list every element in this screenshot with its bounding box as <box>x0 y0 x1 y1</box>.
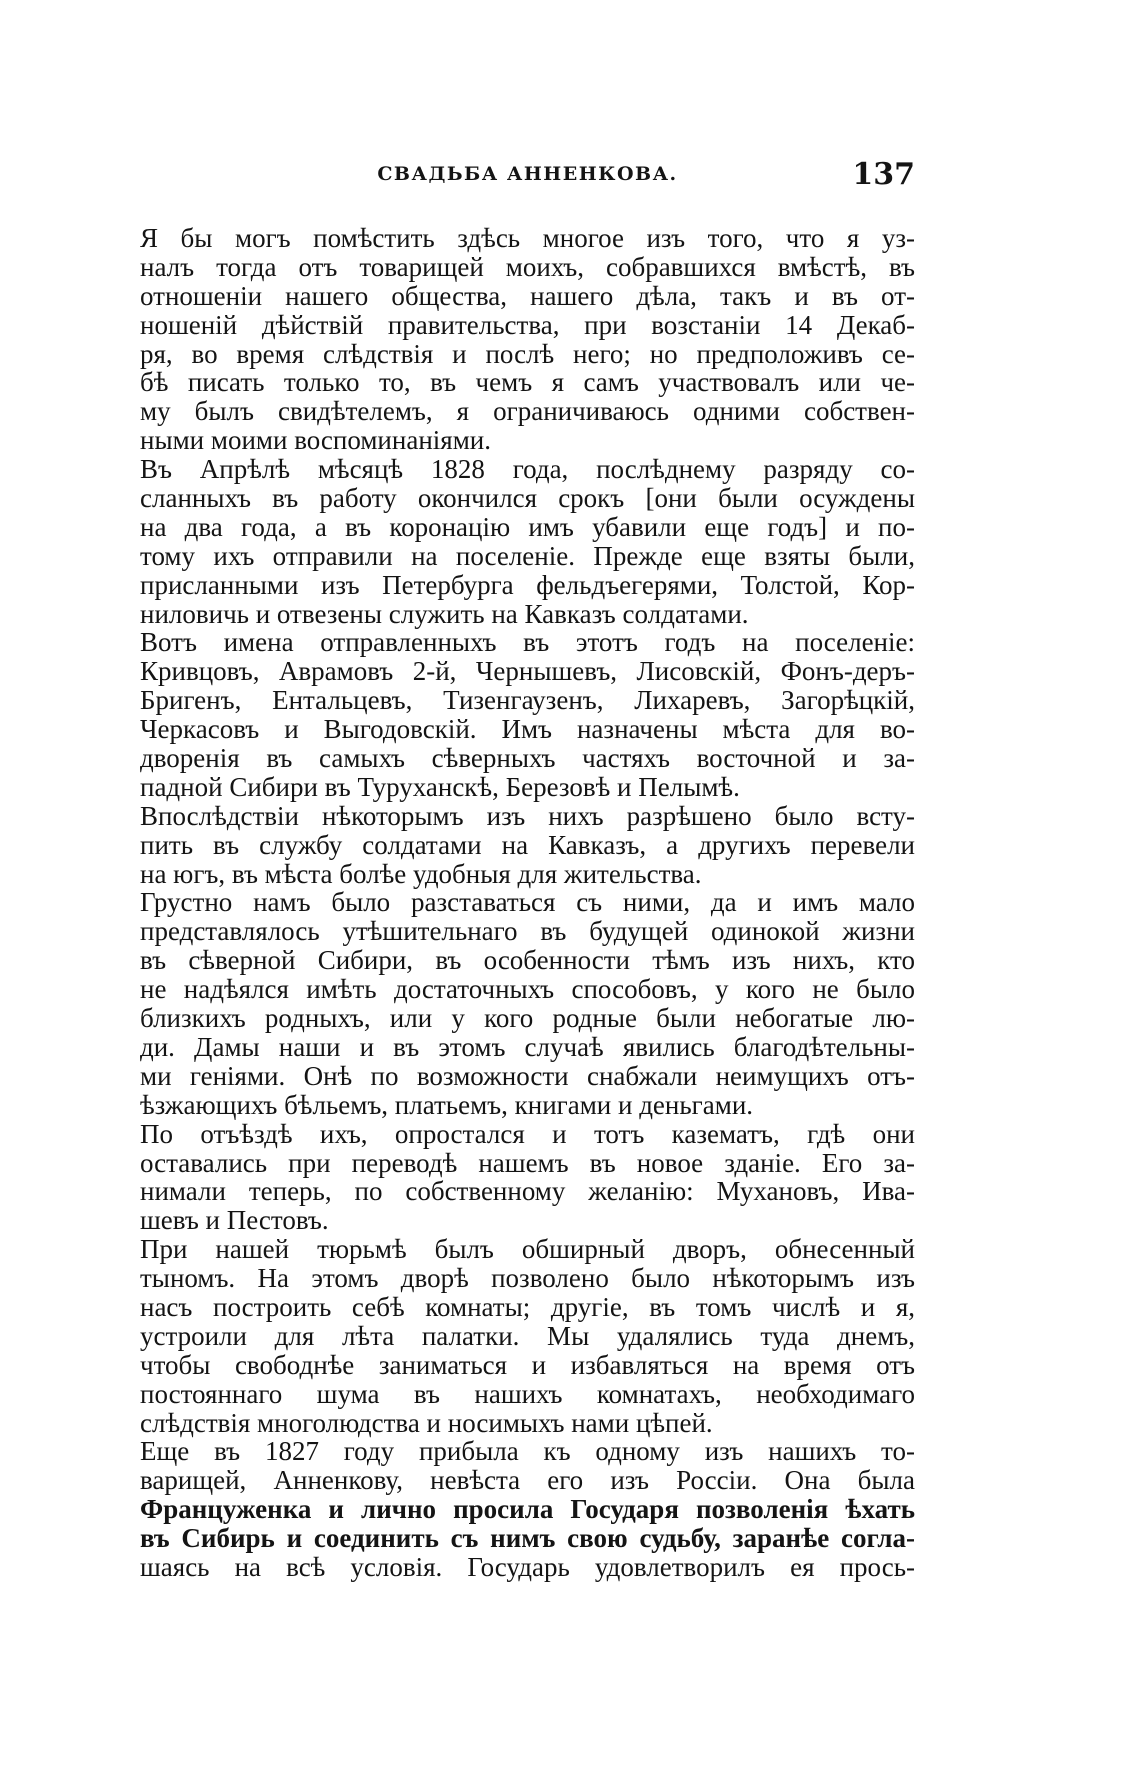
text-line: Грустно намъ было разставаться съ ними, да и имъ мало <box>140 887 915 918</box>
text-line: пить въ службу солдатами на Кавказъ, а другихъ перевели <box>140 829 915 860</box>
text-line: налъ тогда отъ товарищей моихъ, собравшихся вмѣстѣ, въ <box>140 251 915 282</box>
text-line: на югъ, въ мѣста болѣе удобныя для жительства. <box>140 858 702 889</box>
text-line: ѣзжающихъ бѣльемъ, платьемъ, книгами и деньгами. <box>140 1089 754 1120</box>
text-line: не надѣялся имѣть достаточныхъ способовъ, у кого не было <box>140 974 915 1005</box>
text-line: Вотъ имена отправленныхъ въ этотъ годъ на поселеніе: <box>140 627 915 658</box>
text-line: ниловичь и отвезены служить на Кавказъ солдатами. <box>140 598 749 629</box>
text-line: сланныхъ въ работу окончился срокъ [они были осуждены <box>140 483 915 514</box>
text-line: Я бы могъ помѣстить здѣсь многое изъ того, что я уз- <box>140 223 915 253</box>
text-line: Въ Апрѣлѣ мѣсяцѣ 1828 года, послѣднему разряду со- <box>140 454 915 485</box>
text-line: му былъ свидѣтелемъ, я ограничиваюсь одними собствен- <box>140 396 915 427</box>
running-title: СВАДЬБА АННЕНКОВА. <box>377 163 678 185</box>
text-line: По отъѣздѣ ихъ, опростался и тотъ казематъ, гдѣ они <box>140 1118 915 1149</box>
text-line: Бригенъ, Ентальцевъ, Тизенгаузенъ, Лихаревъ, Загорѣцкій, <box>140 685 915 716</box>
text-line: на два года, а въ коронацію имъ убавили еще годъ] и по- <box>140 511 915 542</box>
text-line: устроили для лѣта палатки. Мы удалялись туда днемъ, <box>140 1320 915 1351</box>
text-line: ми геніями. Онѣ по возможности снабжали неимущихъ отъ- <box>140 1060 915 1091</box>
running-head <box>140 157 915 203</box>
text-line: ди. Дамы наши и въ этомъ случаѣ явились благодѣтельны- <box>140 1031 915 1062</box>
text-line: шевъ и Пестовъ. <box>140 1205 329 1236</box>
body-text <box>140 224 915 1582</box>
text-line: ря, во время слѣдствія и послѣ него; но предположивъ се- <box>140 338 915 369</box>
page-number: 137 <box>852 157 915 192</box>
text-line: присланными изъ Петербурга фельдъегерями, Толстой, Кор- <box>140 569 915 600</box>
text-line: ными моими воспоминаніями. <box>140 425 491 456</box>
text-line: При нашей тюрьмѣ былъ обширный дворъ, обнесенный <box>140 1234 915 1265</box>
text-line: отношеніи нашего общества, нашего дѣла, такъ и въ от- <box>140 280 915 311</box>
text-line: Черкасовъ и Выгодовскій. Имъ назначены мѣста для во- <box>140 714 915 745</box>
text-line: варищей, Анненкову, невѣста его изъ Россіи. Она была <box>140 1465 915 1496</box>
text-line: бѣ писать только то, въ чемъ я самъ участвовалъ или че- <box>140 367 915 398</box>
text-line: въ Сибирь и соединить съ нимъ свою судьбу, заранѣе согла- <box>140 1523 915 1554</box>
text-line: оставались при переводѣ нашемъ въ новое зданіе. Его за- <box>140 1147 915 1178</box>
text-line: слѣдствія многолюдства и носимыхъ нами цѣпей. <box>140 1407 713 1438</box>
text-line: Впослѣдствіи нѣкоторымъ изъ нихъ разрѣшено было всту- <box>140 800 915 831</box>
text-line: дворенія въ самыхъ сѣверныхъ частяхъ восточной и за- <box>140 743 915 774</box>
text-line: близкихъ родныхъ, или у кого родные были небогатые лю- <box>140 1003 915 1034</box>
text-line: шаясь на всѣ условія. Государь удовлетворилъ ея прось- <box>140 1551 915 1582</box>
text-line: чтобы свободнѣе заниматься и избавляться на время отъ <box>140 1349 915 1380</box>
text-line: ношеній дѣйствій правительства, при возстаніи 14 Декаб- <box>140 309 915 340</box>
text-line: насъ построить себѣ комнаты; другіе, въ томъ числѣ и я, <box>140 1291 915 1322</box>
text-line: Кривцовъ, Аврамовъ 2-й, Чернышевъ, Лисовскій, Фонъ-деръ- <box>140 656 915 687</box>
text-line: Француженка и лично просила Государя позволенія ѣхать <box>140 1494 915 1525</box>
text-line: представлялось утѣшительнаго въ будущей одинокой жизни <box>140 916 915 947</box>
text-line: падной Сибири въ Туруханскѣ, Березовѣ и Пелымѣ. <box>140 771 740 802</box>
text-line: тому ихъ отправили на поселеніе. Прежде еще взяты были, <box>140 540 915 571</box>
text-line: тыномъ. На этомъ дворѣ позволено было нѣкоторымъ изъ <box>140 1263 915 1294</box>
text-line: Еще въ 1827 году прибыла къ одному изъ нашихъ то- <box>140 1436 915 1467</box>
text-line: нимали теперь, по собственному желанію: Мухановъ, Ива- <box>140 1176 915 1207</box>
text-line: постояннаго шума въ нашихъ комнатахъ, необходимаго <box>140 1378 915 1409</box>
text-line: въ сѣверной Сибири, въ особенности тѣмъ изъ нихъ, кто <box>140 945 915 976</box>
